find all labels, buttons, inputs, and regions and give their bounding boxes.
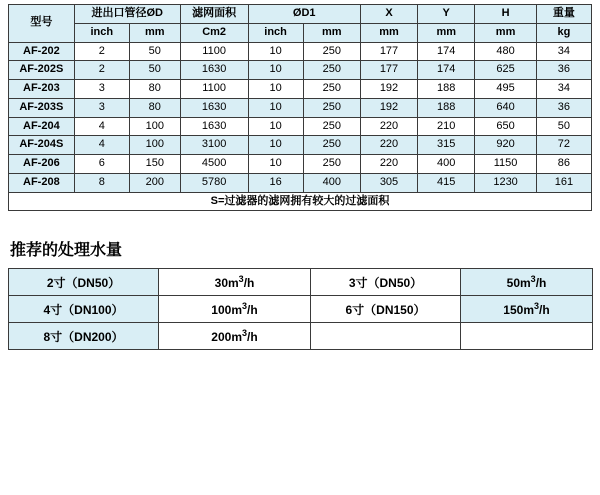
flow-rate-unit: m [520,276,531,291]
cell-x: 192 [360,80,417,99]
flow-rate-exponent: 3 [238,274,244,285]
cell-mm1: 200 [129,173,180,192]
flow-rate-exponent: 3 [530,274,536,285]
cell-mm1: 80 [129,98,180,117]
subheader-h-mm: mm [475,23,536,42]
subheader-x-mm: mm [360,23,417,42]
cell-cm2: 1100 [180,80,248,99]
flow-rate-value [159,323,311,350]
flow-rate-tail: /h [539,303,550,318]
flow-rate-exponent: 3 [534,301,540,312]
cell-model: AF-202S [9,61,75,80]
cell-cm2: 1630 [180,98,248,117]
cell-inch2: 10 [248,136,303,155]
flow-size-label-empty [311,323,461,350]
cell-inch1: 4 [74,136,129,155]
flow-size-label: 8寸（DN200） [9,323,159,350]
cell-inch2: 10 [248,42,303,61]
cell-h: 495 [475,80,536,99]
table-row [9,173,592,192]
cell-mm1: 50 [129,42,180,61]
header-filter-area: 滤网面积 [180,5,248,24]
flow-rate-unit: m [231,330,242,345]
cell-y: 188 [418,80,475,99]
cell-kg: 36 [536,98,591,117]
table-row [9,269,593,296]
cell-inch1: 8 [74,173,129,192]
table-row [9,117,592,136]
cell-h: 650 [475,117,536,136]
cell-mm2: 250 [303,42,360,61]
flow-rate-value-empty [461,323,593,350]
table-row [9,323,593,350]
cell-y: 174 [418,42,475,61]
cell-mm1: 100 [129,136,180,155]
cell-mm2: 250 [303,61,360,80]
cell-inch1: 6 [74,155,129,174]
cell-kg: 50 [536,117,591,136]
cell-y: 188 [418,98,475,117]
cell-mm2: 400 [303,173,360,192]
header-x: X [360,5,417,24]
flow-rate-value [159,269,311,296]
subheader-mm-2: mm [303,23,360,42]
cell-x: 177 [360,42,417,61]
flow-rate-tail: /h [243,276,255,291]
flow-rate-unit: m [523,303,534,318]
header-pipe-diameter: 进出口管径ØD [74,5,180,24]
subheader-inch-2: inch [248,23,303,42]
cell-h: 625 [475,61,536,80]
cell-cm2: 1630 [180,61,248,80]
table-row [9,98,592,117]
flow-size-label: 3寸（DN50） [311,269,461,296]
flow-rate-number: 50 [506,276,520,291]
cell-mm2: 250 [303,117,360,136]
footnote-row [9,192,592,211]
cell-inch1: 2 [74,42,129,61]
cell-inch1: 2 [74,61,129,80]
spec-header-row-sub [9,23,592,42]
flow-rate-tail: /h [535,276,547,291]
cell-model: AF-203 [9,80,75,99]
cell-kg: 161 [536,173,591,192]
cell-y: 210 [418,117,475,136]
flow-rate-value [159,296,311,323]
flow-size-label: 4寸（DN100） [9,296,159,323]
cell-inch2: 10 [248,117,303,136]
cell-h: 920 [475,136,536,155]
cell-model: AF-204 [9,117,75,136]
cell-inch1: 4 [74,117,129,136]
cell-mm1: 80 [129,80,180,99]
cell-y: 315 [418,136,475,155]
cell-model: AF-206 [9,155,75,174]
cell-mm1: 150 [129,155,180,174]
cell-x: 192 [360,98,417,117]
flow-rate-number: 150 [503,303,524,318]
table-row [9,61,592,80]
cell-x: 305 [360,173,417,192]
subheader-kg: kg [536,23,591,42]
cell-model: AF-203S [9,98,75,117]
cell-cm2: 3100 [180,136,248,155]
cell-mm2: 250 [303,98,360,117]
recommended-flow-table [8,268,593,350]
flow-rate-unit: m [228,276,239,291]
cell-mm2: 250 [303,136,360,155]
flow-rate-value [461,296,593,323]
flow-rate-number: 100 [211,303,232,318]
table-row [9,155,592,174]
cell-mm2: 250 [303,80,360,99]
specification-table [8,4,592,211]
cell-x: 220 [360,117,417,136]
header-h: H [475,5,536,24]
cell-model: AF-202 [9,42,75,61]
cell-h: 640 [475,98,536,117]
spec-header-row-top [9,5,592,24]
table-row [9,42,592,61]
cell-h: 1230 [475,173,536,192]
footnote-text: S=过滤器的滤网拥有较大的过滤面积 [9,192,592,211]
cell-inch2: 10 [248,155,303,174]
flow-rate-value [461,269,593,296]
cell-inch2: 10 [248,80,303,99]
header-model: 型号 [9,5,75,43]
flow-size-label: 6寸（DN150） [311,296,461,323]
cell-cm2: 1100 [180,42,248,61]
header-d1: ØD1 [248,5,360,24]
subheader-mm-1: mm [129,23,180,42]
cell-mm2: 250 [303,155,360,174]
cell-y: 174 [418,61,475,80]
cell-inch1: 3 [74,98,129,117]
cell-h: 1150 [475,155,536,174]
flow-size-label: 2寸（DN50） [9,269,159,296]
cell-x: 220 [360,136,417,155]
header-y: Y [418,5,475,24]
section-title-flow: 推荐的处理水量 [10,242,123,260]
table-row [9,296,593,323]
subheader-cm2: Cm2 [180,23,248,42]
flow-rate-exponent: 3 [242,301,248,312]
table-row [9,80,592,99]
cell-kg: 72 [536,136,591,155]
cell-cm2: 5780 [180,173,248,192]
flow-rate-number: 30 [214,276,228,291]
subheader-y-mm: mm [418,23,475,42]
cell-x: 220 [360,155,417,174]
cell-cm2: 4500 [180,155,248,174]
cell-inch2: 16 [248,173,303,192]
cell-mm1: 50 [129,61,180,80]
cell-cm2: 1630 [180,117,248,136]
flow-rate-exponent: 3 [242,328,248,339]
cell-h: 480 [475,42,536,61]
cell-inch2: 10 [248,61,303,80]
flow-rate-tail: /h [247,303,258,318]
header-weight: 重量 [536,5,591,24]
cell-y: 400 [418,155,475,174]
cell-inch1: 3 [74,80,129,99]
cell-x: 177 [360,61,417,80]
cell-kg: 86 [536,155,591,174]
cell-model: AF-204S [9,136,75,155]
cell-kg: 34 [536,42,591,61]
cell-model: AF-208 [9,173,75,192]
cell-kg: 36 [536,61,591,80]
table-row [9,136,592,155]
subheader-inch-1: inch [74,23,129,42]
flow-rate-tail: /h [247,330,258,345]
flow-rate-unit: m [231,303,242,318]
cell-mm1: 100 [129,117,180,136]
flow-rate-number: 200 [211,330,232,345]
cell-inch2: 10 [248,98,303,117]
cell-kg: 34 [536,80,591,99]
cell-y: 415 [418,173,475,192]
